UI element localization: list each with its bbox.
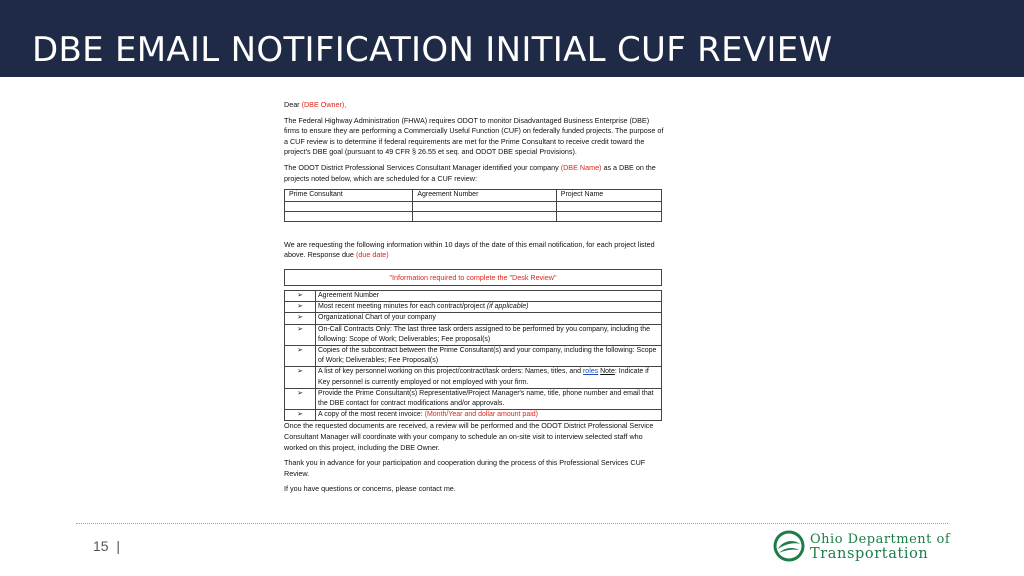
paragraph-review: Once the requested documents are received, a review will be performed and the ODOT District Professional Service Consultant Manager will coordinate with your company to schedule an on-site visit to interview selected staff who worked on this project, including the DBE Owner. <box>284 421 654 452</box>
arrow-bullet-icon: ➢ <box>285 410 316 421</box>
requirements-header: "Information required to complete the "Desk Review" <box>284 269 662 286</box>
header-project-name: Project Name <box>556 190 661 202</box>
arrow-bullet-icon: ➢ <box>285 345 316 366</box>
odot-seal-icon <box>772 529 806 563</box>
arrow-bullet-icon: ➢ <box>285 290 316 301</box>
table-row <box>285 211 662 221</box>
arrow-bullet-icon: ➢ <box>285 388 316 409</box>
table-header-row <box>285 190 662 202</box>
invoice-placeholder: (Month/Year and dollar amount paid) <box>424 411 538 419</box>
table-row <box>285 201 662 211</box>
header-prime-consultant: Prime Consultant <box>285 190 413 202</box>
list-item: ➢ Provide the Prime Consultant(s) Representative/Project Manager's name, title, phone number and email that the DBE contact for contract modifications and/or approvals. <box>285 388 662 409</box>
paragraph-fhwa: The Federal Highway Administration (FHWA) requires ODOT to monitor Disadvantaged Business Enterprise (DBE) firms to ensure they are performing a Commercially Useful Function (CUF) on federally funded projects. The purpose of a CUF review is to determine if federal requirements are met for the Prime Consultant to receive credit toward the project's DBE goal (pursuant to 49 CFR § 26.55 et seq. and ODOT DBE special Provisions). <box>284 115 664 157</box>
paragraph-requesting: We are requesting the following information within 10 days of the date of this email notification, for each project listed above. Response due (due date) <box>284 239 655 260</box>
list-item: ➢ A copy of the most recent invoice: (Month/Year and dollar amount paid) <box>285 410 662 421</box>
footer-divider <box>76 523 948 524</box>
arrow-bullet-icon: ➢ <box>285 302 316 313</box>
arrow-bullet-icon: ➢ <box>285 324 316 345</box>
odot-logo <box>772 529 952 565</box>
list-item: ➢ Organizational Chart of your company <box>285 313 662 324</box>
list-item: ➢ Copies of the subcontract between the Prime Consultant(s) and your company, including the following: Scope of Work; Deliverables; Fee Proposal(s) <box>285 345 662 366</box>
due-date-placeholder: (due date) <box>355 250 389 260</box>
project-table <box>284 189 662 222</box>
list-item: ➢ Agreement Number <box>285 290 662 301</box>
arrow-bullet-icon: ➢ <box>285 313 316 324</box>
paragraph-identified: The ODOT District Professional Services Consultant Manager identified your company (DBE Name) as a DBE on the projects noted below, which are scheduled for a CUF review: <box>284 162 656 183</box>
email-letter <box>284 100 664 500</box>
paragraph-contact: If you have questions or concerns, please contact me. <box>284 484 456 494</box>
list-item: ➢ Most recent meeting minutes for each contract/project (if applicable) <box>285 302 662 313</box>
page-number: 15 | <box>93 538 120 554</box>
greeting: Dear (DBE Owner), <box>284 100 347 109</box>
logo-text-line2: Transportation <box>810 546 929 562</box>
title-bar <box>0 0 1024 77</box>
list-item: ➢ On-Call Contracts Only: The last three task orders assigned to be performed by you company, including the following: Scope of Work; Deliverables; Fee proposal(s) <box>285 324 662 345</box>
dbe-name-placeholder: (DBE Name) <box>560 162 602 172</box>
paragraph-thanks: Thank you in advance for your participation and cooperation during the process of this Professional Services CUF Review. <box>284 458 646 478</box>
header-agreement-number: Agreement Number <box>413 190 556 202</box>
dbe-owner-placeholder: (DBE Owner), <box>301 100 347 109</box>
roles-link[interactable]: roles <box>582 368 599 376</box>
list-item: ➢ A list of key personnel working on this project/contract/task orders: Names, titles, and roles Note: Indicate if Key personnel is currently employed or not employed with your firm. <box>285 367 662 388</box>
requirements-table <box>284 290 662 421</box>
arrow-bullet-icon: ➢ <box>285 367 316 388</box>
slide-title: DBE EMAIL NOTIFICATION INITIAL CUF REVIEW <box>32 30 833 70</box>
logo-text-line1: Ohio Department of <box>810 532 951 547</box>
